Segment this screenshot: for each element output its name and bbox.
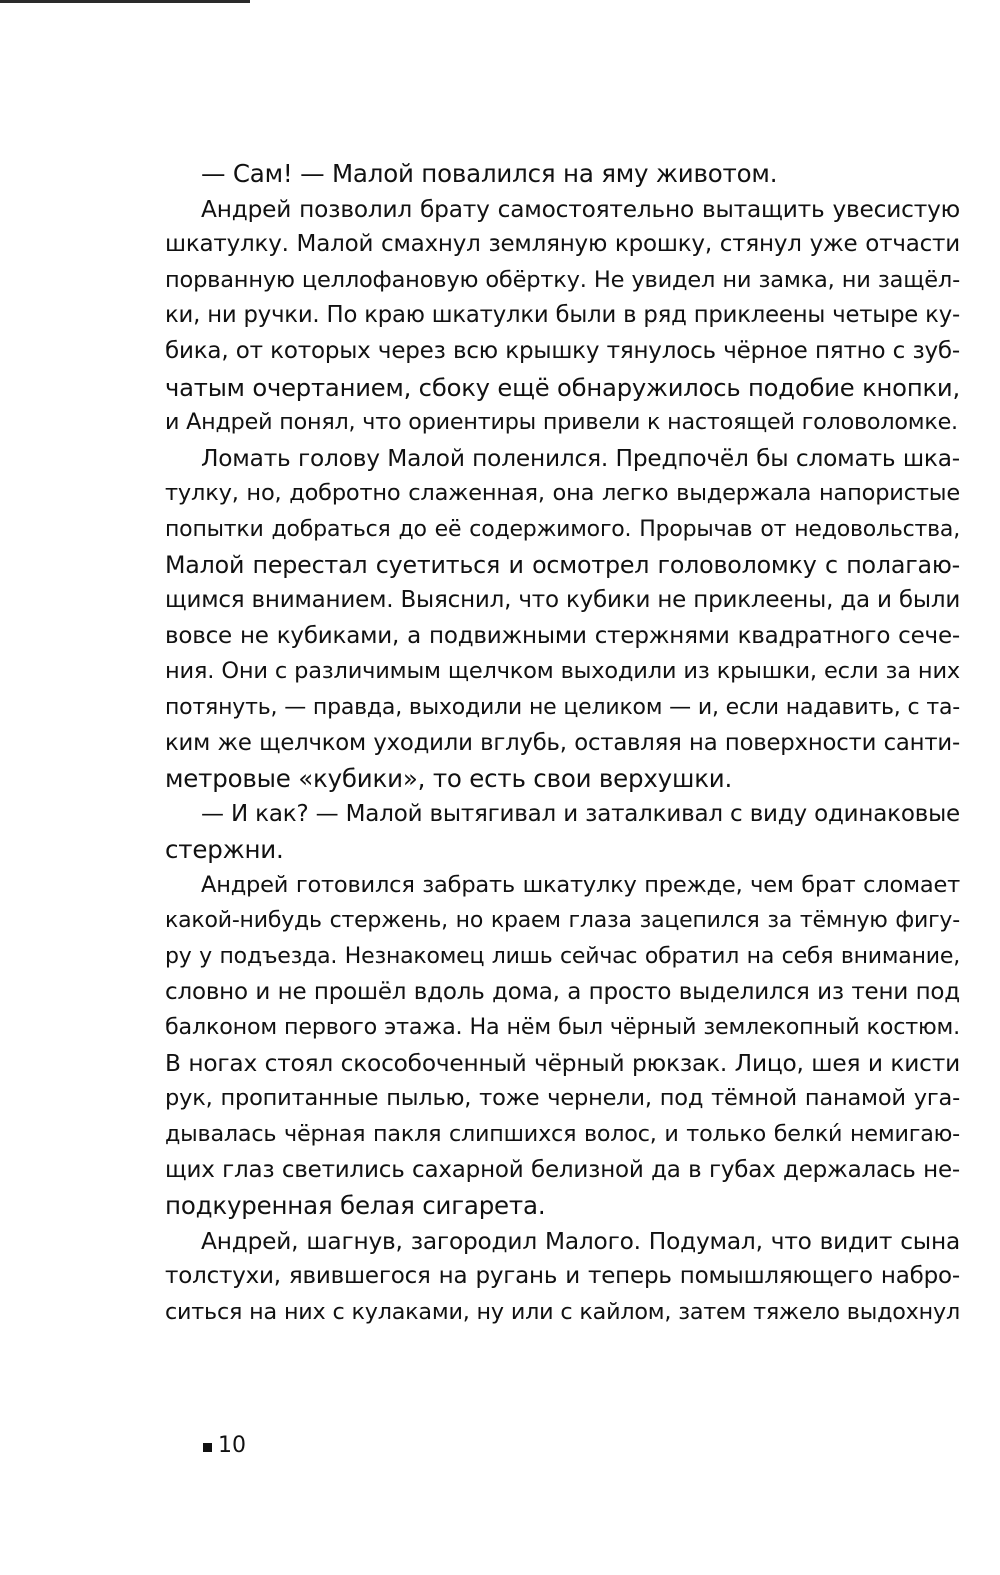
- text-line: Андрей, шагнув, загородил Малого. Подумал, что видит сына: [201, 1227, 960, 1255]
- text-line: порванную целлофановую обёртку. Не увидел ни замка, ни защёл-: [165, 266, 960, 293]
- text-line: дывалась чёрная пакля слипшихся волос, и только белки́ немигаю-: [165, 1121, 960, 1148]
- text-line: ким же щелчком уходили вглубь, оставляя на поверхности санти-: [165, 729, 960, 756]
- text-line: — Сам! — Малой повалился на яму животом.: [201, 159, 778, 188]
- text-line: шкатулку. Малой смахнул земляную крошку, стянул уже отчасти: [165, 231, 960, 258]
- top-rule: [0, 0, 250, 3]
- text-line: чатым очертанием, сбоку ещё обнаружилось подобие кнопки,: [165, 372, 960, 402]
- text-line: потянуть, — правда, выходили не целиком — и, если надавить, с та-: [165, 694, 960, 720]
- text-line: ки, ни ручки. По краю шкатулки были в ряд приклеены четыре ку-: [165, 302, 960, 329]
- text-line: стержни.: [165, 835, 284, 865]
- square-bullet-icon: [203, 1443, 212, 1452]
- text-line: ния. Они с различимым щелчком выходили из крышки, если за них: [165, 658, 960, 685]
- text-line: — И как? — Малой вытягивал и заталкивал с виду одинаковые: [201, 800, 960, 827]
- text-line: какой-нибудь стержень, но краем глаза зацепился за тёмную фигу-: [165, 908, 960, 934]
- text-line: тулку, но, добротно слаженная, она легко выдержала напористые: [165, 480, 960, 507]
- text-line: и Андрей понял, что ориентиры привели к настоящей головоломке.: [165, 409, 958, 436]
- text-line: словно и не прошёл вдоль дома, а просто выделился из тени под: [165, 978, 960, 1005]
- text-line: Ломать голову Малой поленился. Предпочёл бы сломать шка-: [201, 444, 960, 472]
- text-line: ру у подъезда. Незнакомец лишь сейчас обратил на себя внимание,: [165, 944, 960, 970]
- text-line: бика, от которых через всю крышку тянулось чёрное пятно с зуб-: [165, 337, 960, 364]
- page-number: [203, 1433, 246, 1458]
- text-line: толстухи, явившегося на ругань и теперь помышляющего набро-: [165, 1263, 960, 1290]
- page-number-label: 10: [218, 1433, 246, 1458]
- text-line: Малой перестал суетиться и осмотрел головоломку с полагаю-: [165, 550, 960, 579]
- text-line: щимся вниманием. Выяснил, что кубики не приклеены, да и были: [165, 587, 961, 614]
- text-line: рук, пропитанные пылью, тоже чернели, под тёмной панамой уга-: [165, 1085, 960, 1112]
- text-line: ситься на них с кулаками, ну или с кайлом, затем тяжело выдохнул: [165, 1299, 960, 1325]
- text-line: балконом первого этажа. На нём был чёрный землекопный костюм.: [165, 1014, 960, 1041]
- text-line: подкуренная белая сигарета.: [165, 1191, 546, 1221]
- text-line: вовсе не кубиками, а подвижными стержнями квадратного сече-: [165, 622, 960, 649]
- book-text: [165, 156, 960, 1331]
- text-line: Андрей готовился забрать шкатулку прежде, чем брат сломает: [201, 871, 960, 898]
- text-line: В ногах стоял скособоченный чёрный рюкзак. Лицо, шея и кисти: [165, 1049, 960, 1077]
- text-line: щих глаз светились сахарной белизной да в губах держалась не-: [165, 1156, 960, 1183]
- text-line: попытки добраться до её содержимого. Прорычав от недовольства,: [165, 516, 960, 542]
- text-line: Андрей позволил брату самостоятельно вытащить увесистую: [201, 195, 960, 223]
- text-line: метровые «кубики», то есть свои верхушки.: [165, 764, 733, 794]
